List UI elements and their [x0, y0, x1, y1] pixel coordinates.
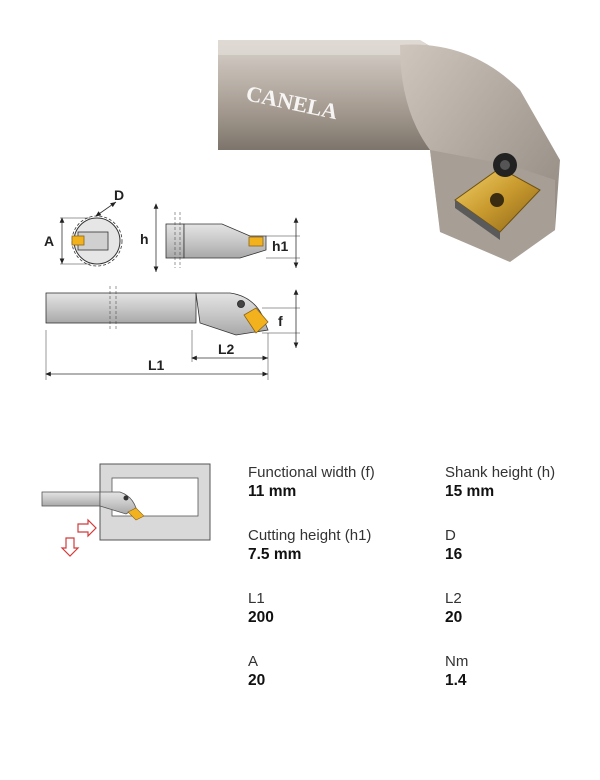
feed-arrow-down-icon: [62, 538, 78, 556]
boring-operation-icon: [40, 458, 220, 568]
product-photo: [218, 40, 560, 262]
spec-l2: [445, 590, 600, 628]
label-f: f: [278, 313, 283, 329]
spec-value: 7.5 mm: [248, 546, 302, 563]
spec-label: Nm: [445, 653, 469, 670]
spec-functional-width: [248, 464, 428, 502]
spec-label: L2: [445, 590, 462, 607]
spec-value: 15 mm: [445, 483, 495, 500]
spec-value: 20: [248, 672, 266, 689]
spec-value: 16: [445, 546, 463, 563]
spec-label: A: [248, 653, 259, 670]
feed-arrow-right-icon: [78, 520, 96, 536]
spec-nm: [445, 653, 600, 691]
spec-value: 11 mm: [248, 483, 297, 500]
label-h: h: [140, 231, 149, 247]
label-D: D: [114, 187, 125, 203]
spec-l1: [248, 590, 428, 628]
spec-shank-height: [445, 464, 600, 502]
label-A: A: [44, 233, 55, 249]
label-L2: L2: [218, 341, 235, 357]
spec-label: Cutting height (h1): [248, 527, 372, 544]
end-view: [60, 202, 122, 266]
spec-label: Shank height (h): [445, 464, 556, 481]
spec-d: [445, 527, 600, 565]
label-L1: L1: [148, 357, 165, 373]
label-h1: h1: [272, 238, 289, 254]
spec-value: 20: [445, 609, 463, 626]
spec-label: Functional width (f): [248, 464, 375, 481]
spec-cutting-height: [248, 527, 428, 565]
spec-label: D: [445, 527, 456, 544]
brand-logo: CANELA: [243, 80, 341, 125]
spec-label: L1: [248, 590, 265, 607]
spec-a: [248, 653, 428, 691]
spec-value: 200: [248, 609, 274, 626]
top-view: [46, 286, 300, 380]
spec-value: 1.4: [445, 672, 467, 689]
